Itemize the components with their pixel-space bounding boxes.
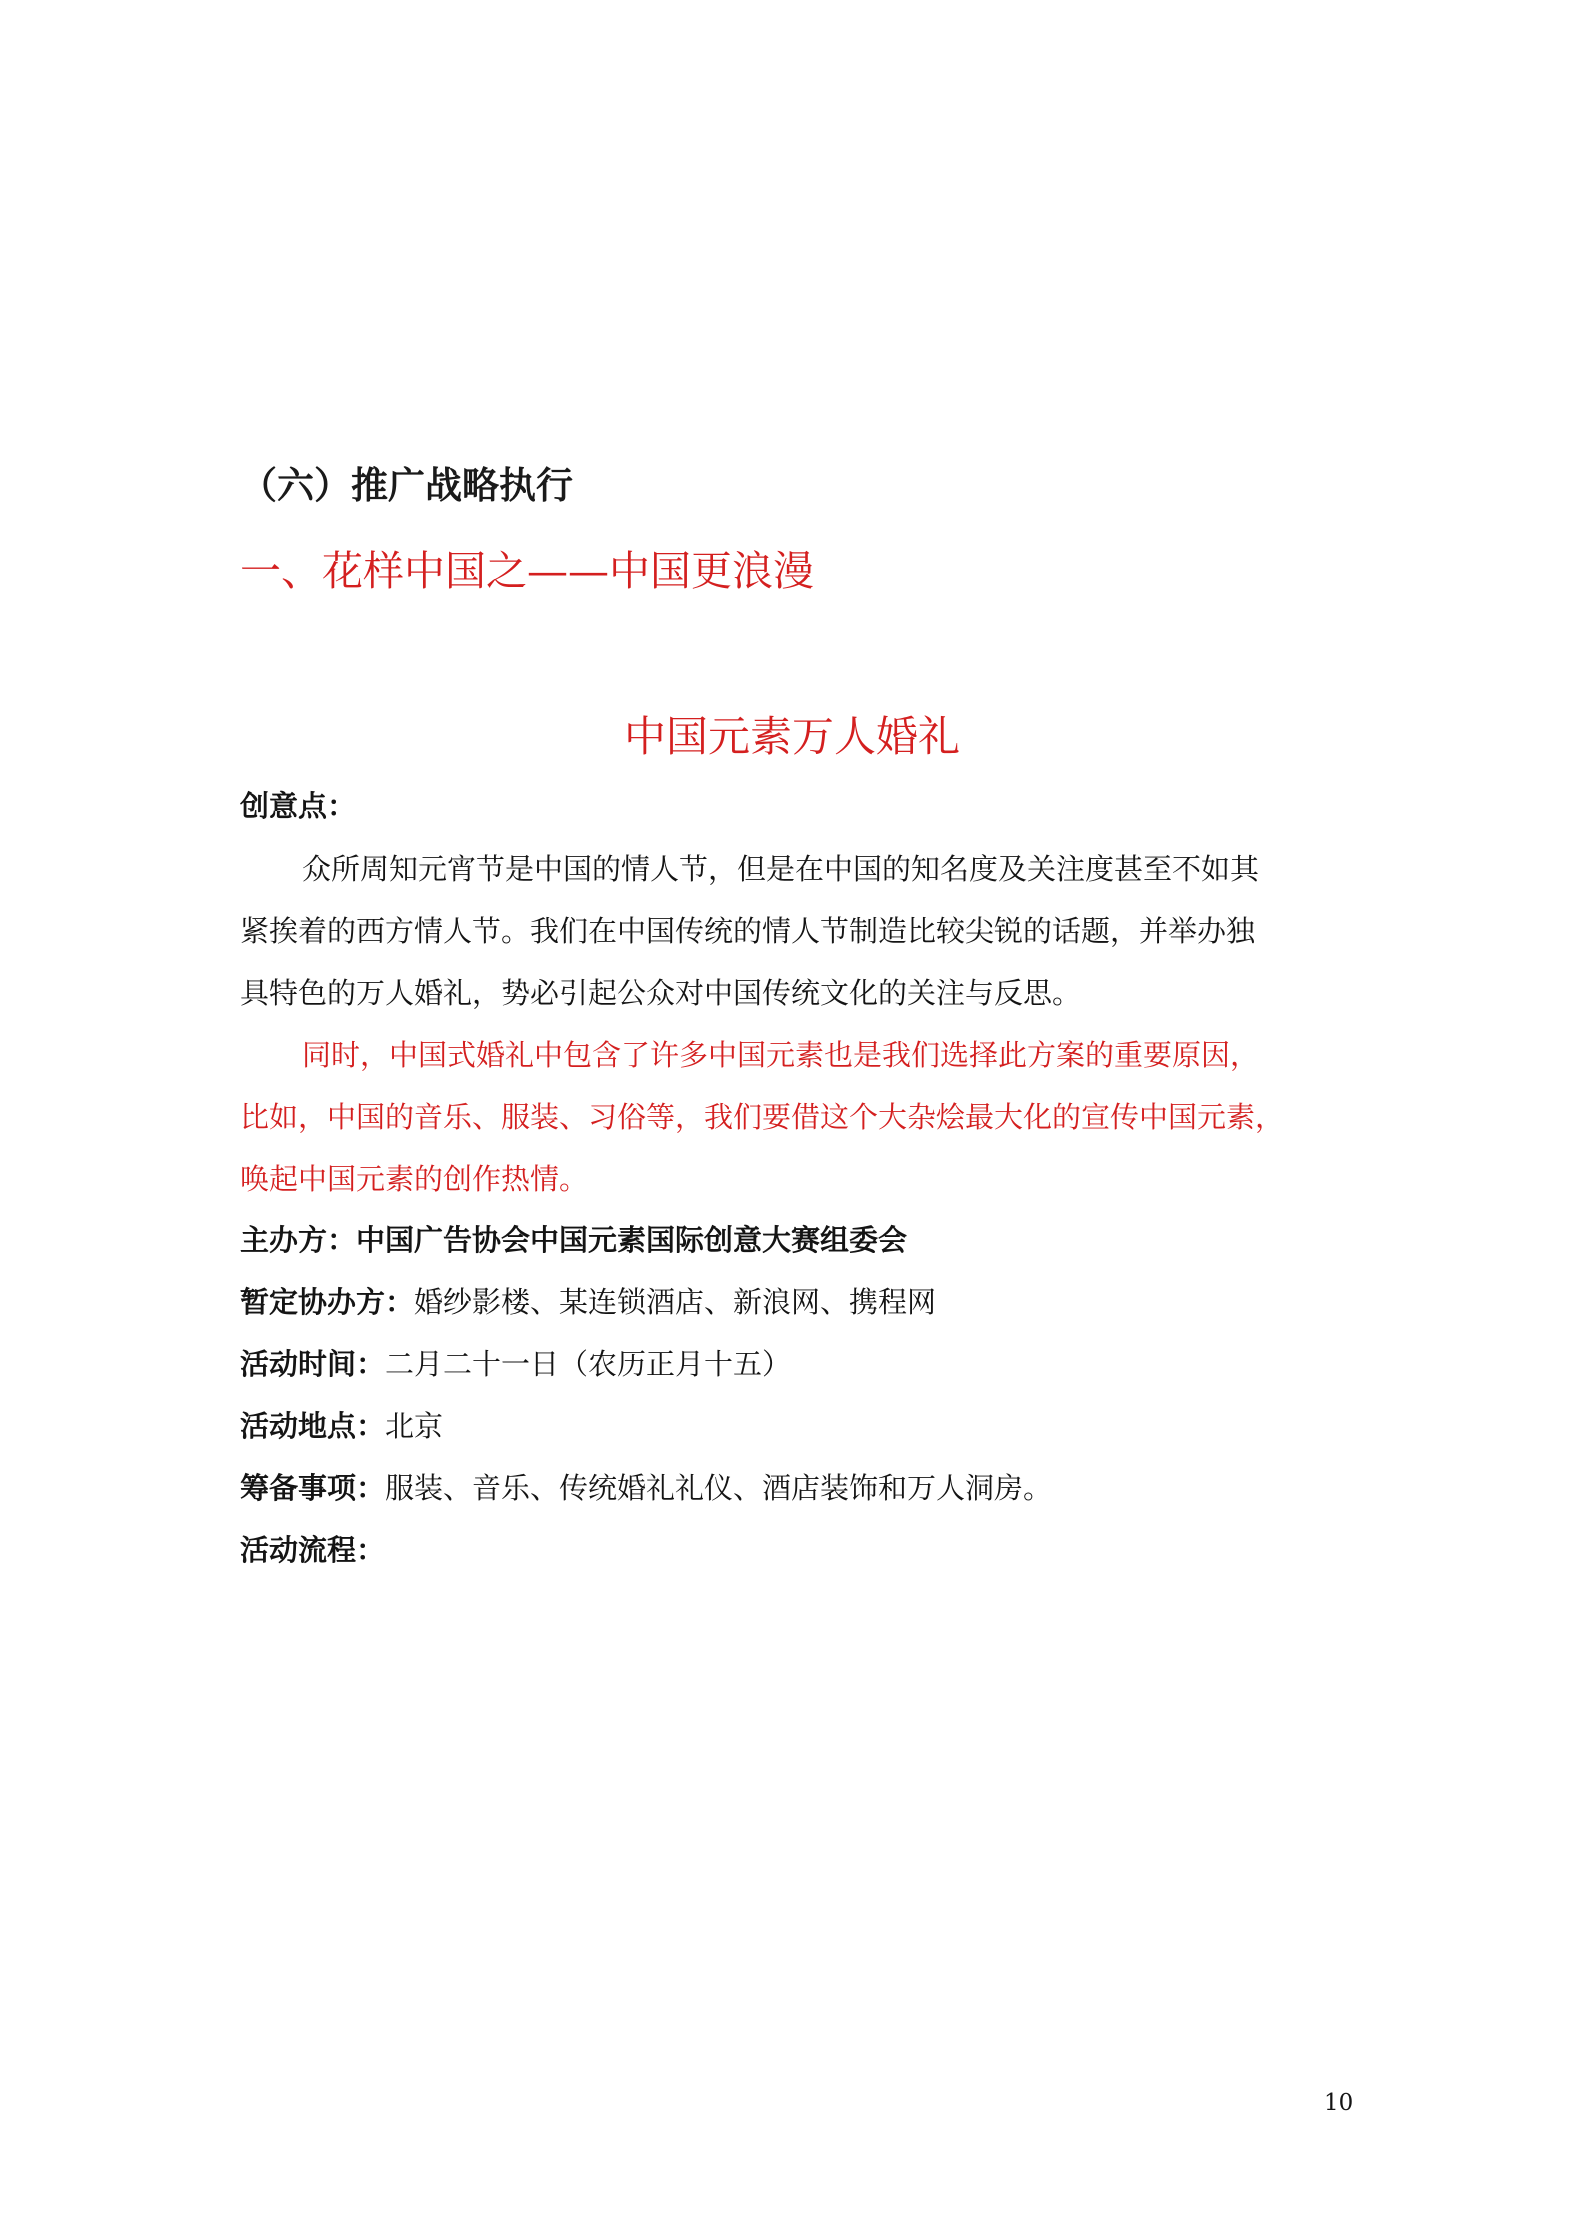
section-heading: （六）推广战略执行 <box>240 463 573 507</box>
co-organizer-value: 婚纱影楼、某连锁酒店、新浪网、携程网 <box>414 1285 937 1319</box>
organizer-line <box>240 1218 907 1259</box>
location-label: 活动地点： <box>240 1409 386 1443</box>
paragraph-reason <box>240 1024 1350 1210</box>
paragraph-line: 比如，中国的音乐、服装、习俗等，我们要借这个大杂烩最大化的宣传中国元素， <box>240 1100 1285 1134</box>
creative-point-label <box>240 784 356 825</box>
location-line <box>240 1404 443 1445</box>
location-value: 北京 <box>385 1409 444 1443</box>
paragraph-line: 紧挨着的西方情人节。我们在中国传统的情人节制造比较尖锐的话题，并举办独 <box>240 914 1256 948</box>
organizer-label: 主办方： <box>240 1223 357 1257</box>
paragraph-line: 具特色的万人婚礼，势必引起公众对中国传统文化的关注与反思。 <box>240 976 1082 1010</box>
preparation-line <box>240 1466 1052 1507</box>
creative-point-label-text: 创意点： <box>240 789 357 823</box>
event-title: 中国元素万人婚礼 <box>623 712 960 761</box>
organizer-value: 中国广告协会中国元素国际创意大赛组委会 <box>356 1223 908 1257</box>
co-organizer-label: 暂定协办方： <box>240 1285 415 1319</box>
paragraph-background <box>240 838 1350 1024</box>
sub-heading: 一、花样中国之——中国更浪漫 <box>240 547 814 595</box>
process-line <box>240 1528 385 1569</box>
process-label: 活动流程： <box>240 1533 386 1567</box>
preparation-value: 服装、音乐、传统婚礼礼仪、酒店装饰和万人洞房。 <box>385 1471 1053 1505</box>
preparation-label: 筹备事项： <box>240 1471 386 1505</box>
time-label: 活动时间： <box>240 1347 386 1381</box>
paragraph-line: 唤起中国元素的创作热情。 <box>240 1162 589 1196</box>
time-line <box>240 1342 791 1383</box>
time-value: 二月二十一日（农历正月十五） <box>385 1347 792 1381</box>
paragraph-line: 众所周知元宵节是中国的情人节，但是在中国的知名度及关注度甚至不如其 <box>302 852 1260 886</box>
page-number: 10 <box>1324 2090 1354 2116</box>
paragraph-line: 同时，中国式婚礼中包含了许多中国元素也是我们选择此方案的重要原因， <box>302 1038 1260 1072</box>
co-organizer-line <box>240 1280 936 1321</box>
